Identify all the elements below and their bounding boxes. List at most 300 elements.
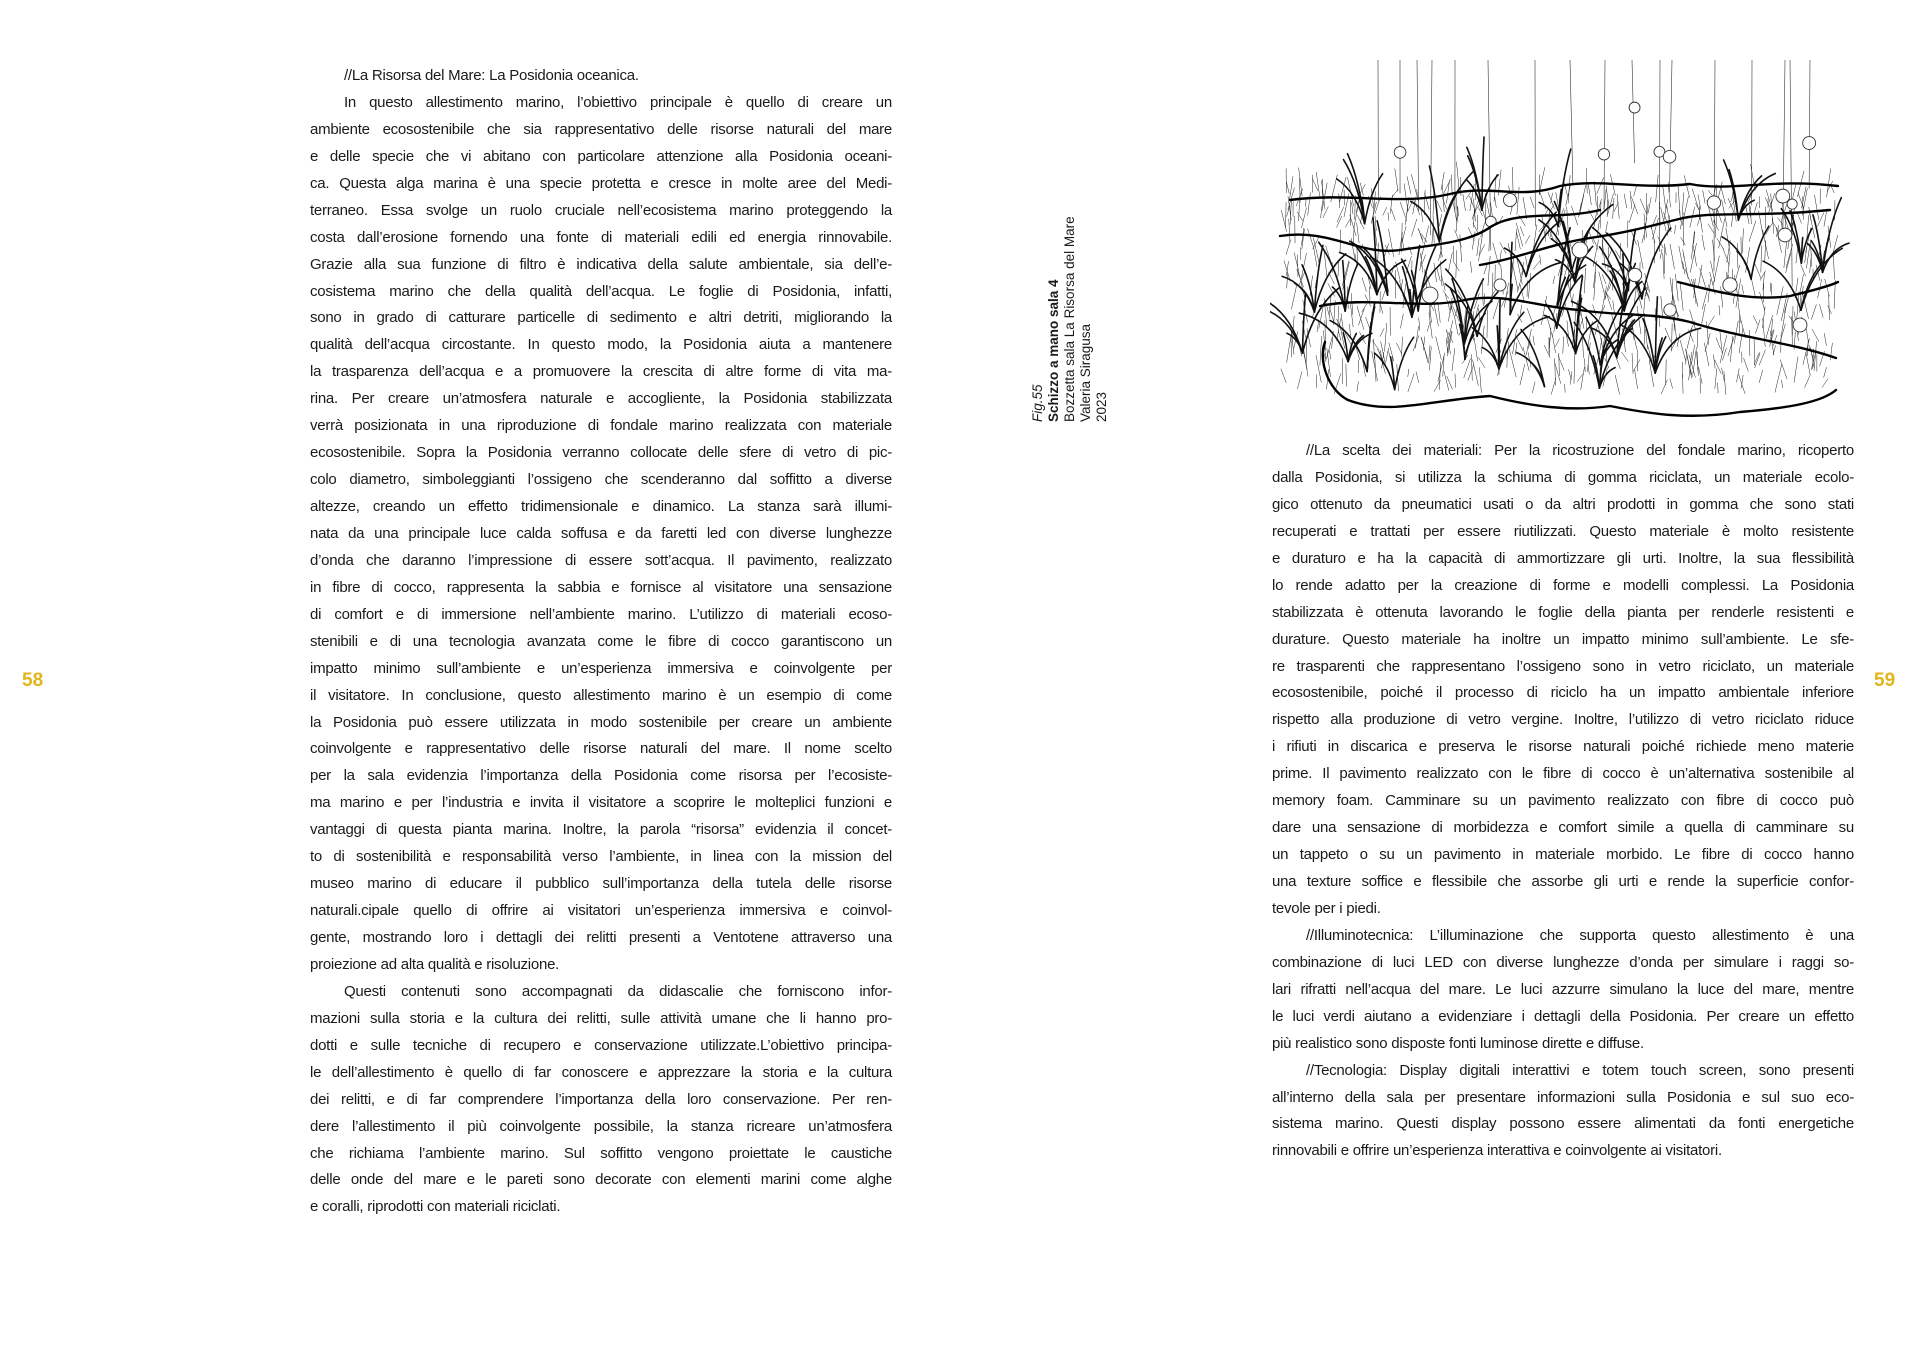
grass-hatch [1479, 244, 1485, 256]
grass-hatch [1827, 168, 1831, 197]
grass-hatch [1520, 226, 1524, 235]
grass-hatch [1803, 338, 1810, 364]
hanging-string [1417, 60, 1419, 211]
grass-hatch [1316, 172, 1319, 196]
posidonia-blade [1439, 172, 1472, 242]
text-line: mazioni sulla storia e la cultura dei relitti, sulle attività umane che li hanno pro- [310, 1009, 892, 1027]
grass-hatch [1323, 206, 1329, 218]
grass-hatch [1683, 249, 1684, 258]
grass-hatch [1438, 303, 1440, 323]
grass-hatch [1419, 229, 1424, 243]
text-line: cosistema marino che della qualità dell’acqua. Le foglie di Posidonia, infatti, [310, 282, 892, 300]
figure-year: 2023 [1094, 391, 1109, 422]
text-line: e delle specie che vi abitano con particolare attenzione alla Posidonia oceani- [310, 147, 892, 165]
grass-hatch [1290, 198, 1291, 224]
grass-hatch [1294, 252, 1299, 272]
grass-hatch [1606, 221, 1608, 233]
posidonia-blade [1599, 329, 1632, 388]
grass-hatch [1792, 183, 1796, 202]
grass-hatch [1755, 353, 1761, 368]
grass-hatch [1632, 353, 1633, 374]
grass-hatch [1567, 207, 1569, 234]
grass-hatch [1663, 199, 1668, 224]
grass-hatch [1599, 272, 1606, 299]
grass-hatch [1593, 305, 1596, 316]
grass-hatch [1338, 330, 1341, 340]
grass-hatch [1551, 378, 1556, 394]
grass-hatch [1681, 237, 1686, 245]
text-line: //Illuminotecnica: L’illuminazione che supporta questo allestimento è una [1306, 926, 1854, 944]
grass-hatch [1597, 178, 1604, 195]
glass-bubble-icon [1572, 242, 1588, 258]
grass-hatch [1329, 350, 1330, 360]
grass-hatch [1682, 374, 1683, 394]
grass-hatch [1574, 354, 1575, 383]
text-line: stabilizzata è ottenuta lavorando le foglie della pianta per renderle resistenti e [1272, 603, 1854, 621]
grass-hatch [1742, 285, 1744, 294]
grass-hatch [1468, 227, 1474, 240]
grass-hatch [1390, 195, 1392, 214]
grass-hatch [1530, 197, 1534, 209]
text-line: sistema marino. Questi display possono essere alimentati da fonti energetiche [1272, 1115, 1854, 1133]
grass-hatch [1594, 181, 1596, 205]
grass-hatch [1392, 189, 1399, 198]
grass-hatch [1797, 213, 1801, 223]
text-line: gico ottenuto da pneumatici usati o da altri prodotti in gomma che sono stati [1272, 495, 1854, 513]
grass-hatch [1553, 276, 1555, 284]
grass-hatch [1407, 176, 1411, 194]
grass-hatch [1549, 328, 1550, 348]
text-line: museo marino di educare il pubblico sull’importanza della tutela delle risorse [310, 875, 892, 893]
grass-hatch [1812, 329, 1819, 342]
grass-hatch [1411, 219, 1416, 236]
text-line: gente, mostrando loro i dettagli dei relitti presenti a Ventotene attraverso una [310, 929, 892, 946]
grass-hatch [1455, 374, 1456, 388]
posidonia-blade [1499, 300, 1500, 369]
glass-bubble-icon [1503, 193, 1516, 206]
text-line: colo diametro, simboleggianti l’ossigeno che scenderanno dal soffitto a diverse [310, 471, 892, 489]
text-line: lo rende adatto per la creazione di forme e modelli complessi. La Posidonia [1272, 576, 1854, 594]
grass-hatch [1699, 208, 1703, 232]
posidonia-sketch-icon [1270, 60, 1850, 420]
grass-hatch [1775, 364, 1782, 393]
grass-hatch [1786, 253, 1791, 273]
grass-hatch [1698, 265, 1702, 287]
grass-hatch [1455, 318, 1458, 334]
grass-hatch [1389, 229, 1394, 257]
text-line: impatto minimo sull’ambiente e un’esperienza immersiva e coinvolgente per [310, 659, 892, 677]
grass-hatch [1306, 198, 1307, 206]
hanging-string [1570, 60, 1573, 185]
grass-hatch [1579, 203, 1582, 217]
grass-hatch [1470, 261, 1471, 272]
paragraph [310, 90, 892, 979]
grass-hatch [1613, 198, 1614, 219]
text-line: di comfort e di immersione nell’ambiente marino. L’utilizzo di materiali ecoso- [310, 605, 892, 623]
grass-hatch [1678, 186, 1680, 214]
grass-hatch [1481, 326, 1484, 354]
grass-hatch [1777, 217, 1783, 225]
grass-hatch [1759, 350, 1765, 366]
grass-hatch [1773, 335, 1777, 346]
page-number-right: 59 [1874, 670, 1896, 691]
paragraph [1272, 438, 1854, 923]
grass-hatch [1692, 189, 1698, 210]
paragraph [1272, 923, 1854, 1058]
grass-hatch [1700, 378, 1701, 393]
grass-hatch [1424, 193, 1429, 210]
grass-hatch [1441, 238, 1442, 258]
grass-hatch [1588, 184, 1591, 205]
grass-hatch [1408, 369, 1409, 377]
grass-hatch [1648, 197, 1651, 213]
text-line: ecosostenibile, poiché il processo di riciclo ha un impatto ambientale inferiore [1272, 684, 1854, 702]
posidonia-blade [1411, 201, 1440, 241]
grass-hatch [1754, 262, 1761, 279]
grass-hatch [1675, 225, 1676, 234]
text-line: delle onde del mare e le pareti sono decorate con elementi marini come alghe [310, 1171, 892, 1189]
grass-hatch [1680, 281, 1683, 310]
grass-hatch [1606, 294, 1611, 310]
grass-hatch [1620, 243, 1621, 258]
grass-hatch [1464, 358, 1471, 378]
grass-hatch [1520, 364, 1525, 385]
posidonia-blade [1377, 221, 1387, 295]
text-line: durature. Questo materiale ha inoltre un impatto minimo sull’ambiente. Le sfe- [1272, 630, 1854, 648]
grass-hatch [1490, 202, 1492, 218]
grass-hatch [1308, 229, 1314, 248]
paragraph [310, 63, 892, 90]
grass-hatch [1372, 341, 1379, 350]
text-line: verrà posizionata in una riproduzione di fondale marino realizzata con materiale [310, 417, 892, 435]
text-line: la trasparenza dell’acqua e a promuovere la crescita di altre forme di vita ma- [310, 363, 892, 381]
grass-hatch [1525, 235, 1530, 243]
text-line: che richiama l’ambiente marino. Sul soffitto vengono proiettate le caustiche [310, 1144, 892, 1162]
grass-hatch [1635, 370, 1638, 389]
grass-hatch [1429, 345, 1430, 363]
grass-hatch [1339, 193, 1340, 208]
grass-hatch [1571, 206, 1577, 225]
grass-hatch [1766, 190, 1773, 212]
posidonia-blade [1737, 251, 1751, 279]
grass-hatch [1456, 162, 1459, 191]
grass-hatch [1690, 310, 1696, 331]
grass-hatch [1708, 316, 1715, 326]
grass-hatch [1565, 384, 1566, 392]
text-line: terraneo. Essa svolge un ruolo cruciale nell’ecosistema marino proteggendo la [310, 201, 892, 219]
grass-hatch [1723, 247, 1730, 266]
grass-hatch [1697, 217, 1700, 226]
grass-hatch [1291, 284, 1297, 310]
grass-hatch [1326, 338, 1332, 360]
glass-bubble-icon [1628, 268, 1641, 281]
posidonia-blade [1270, 299, 1302, 353]
grass-hatch [1286, 202, 1287, 227]
grass-hatch [1408, 374, 1414, 392]
grass-hatch [1665, 328, 1671, 342]
grass-hatch [1675, 274, 1678, 301]
grass-hatch [1721, 286, 1723, 307]
grass-hatch [1814, 195, 1818, 220]
grass-hatch [1563, 336, 1564, 353]
grass-hatch [1416, 372, 1419, 383]
glass-bubble-icon [1793, 318, 1807, 332]
grass-hatch [1606, 189, 1609, 208]
grass-hatch [1806, 352, 1810, 374]
grass-hatch [1602, 274, 1606, 284]
text-line: vantaggi di questa pianta marina. Inoltre, la parola “risorsa” evidenzia il concet- [310, 821, 892, 839]
text-line: lari rifratti nell’acqua del mare. Le luci azzurre simulano la luce del mare, mentre [1272, 980, 1854, 998]
text-line: ma marino e per l’industria e invita il visitatore a scoprire le molteplici funzioni e [310, 794, 892, 812]
text-line: sono in grado di catturare particelle di sedimento e altri detriti, migliorando la [310, 309, 892, 327]
text-line: to di sostenibilità e responsabilità verso l’ambiente, in linea con la mission del [310, 848, 892, 866]
grass-hatch [1301, 208, 1306, 229]
grass-hatch [1599, 338, 1602, 355]
text-line: un tappeto o su un pavimento in materiale morbido. Le fibre di cocco hanno [1272, 846, 1854, 864]
grass-hatch [1624, 194, 1627, 208]
grass-hatch [1383, 207, 1387, 215]
text-line: per la sala evidenzia l’importanza della Posidonia come risorsa per l’ecosiste- [310, 767, 892, 785]
page-number-left: 58 [22, 670, 44, 691]
grass-hatch [1437, 268, 1441, 281]
grass-hatch [1493, 300, 1499, 319]
glass-bubble-icon [1663, 150, 1676, 163]
grass-hatch [1463, 194, 1466, 211]
text-line: qualità dell’acqua circostante. In questo modo, la Posidonia aiuta a mantenere [310, 336, 892, 354]
text-line: dare una sensazione di morbidezza e comfort simile a quella di camminare su [1272, 819, 1854, 837]
grass-hatch [1444, 371, 1449, 390]
grass-hatch [1552, 333, 1556, 353]
grass-hatch [1439, 214, 1441, 226]
posidonia-blade [1314, 245, 1322, 312]
paragraph [1272, 1058, 1854, 1166]
grass-hatch [1754, 338, 1755, 366]
grass-hatch [1833, 256, 1834, 280]
text-line: In questo allestimento marino, l’obiettivo principale è quello di creare un [344, 93, 892, 111]
grass-hatch [1375, 216, 1376, 231]
grass-hatch [1386, 348, 1389, 362]
hanging-string [1714, 60, 1715, 271]
grass-hatch [1680, 340, 1686, 362]
text-line: tevole per i piedi. [1272, 899, 1381, 917]
grass-hatch [1396, 343, 1401, 354]
grass-hatch [1759, 370, 1763, 383]
grass-hatch [1477, 238, 1479, 256]
figure-description: Bozzetta sala La Risorsa del Mare [1062, 216, 1077, 422]
text-line: re trasparenti che rappresentano l’ossigeno sono in vetro riciclato, un materiale [1272, 657, 1854, 675]
grass-hatch [1338, 260, 1339, 277]
grass-hatch [1829, 294, 1830, 320]
text-line: //La Risorsa del Mare: La Posidonia oceanica. [344, 67, 639, 84]
grass-hatch [1447, 376, 1453, 390]
grass-hatch [1615, 375, 1619, 395]
grass-hatch [1702, 235, 1705, 250]
grass-hatch [1661, 296, 1663, 319]
grass-hatch [1760, 292, 1765, 310]
grass-hatch [1670, 244, 1674, 269]
text-line: ambiente ecosostenibile che sia rappresentativo delle risorse naturali del mare [310, 120, 892, 138]
grass-hatch [1404, 184, 1408, 211]
grass-hatch [1384, 323, 1386, 352]
grass-hatch [1811, 304, 1816, 319]
grass-hatch [1559, 353, 1560, 376]
grass-hatch [1682, 192, 1684, 214]
figure-label: Fig.55 [1030, 384, 1045, 422]
grass-hatch [1298, 200, 1299, 221]
grass-hatch [1640, 199, 1647, 214]
text-line: più realistico sono disposte fonti luminose dirette e diffuse. [1272, 1034, 1644, 1052]
grass-hatch [1479, 367, 1481, 392]
grass-hatch [1458, 207, 1459, 216]
grass-hatch [1499, 250, 1501, 265]
grass-hatch [1724, 371, 1726, 395]
text-line: nata da una principale luce calda soffusa e da faretti led con diverse lunghezze [310, 524, 892, 542]
grass-hatch [1473, 360, 1479, 386]
grass-hatch [1391, 209, 1395, 221]
text-line: e coralli, riprodotti con materiali riciclati. [310, 1198, 561, 1216]
text-line: la Posidonia può essere utilizzata in modo sostenibile per creare un ambiente [310, 713, 892, 731]
grass-hatch [1468, 364, 1474, 380]
grass-hatch [1784, 238, 1787, 268]
grass-hatch [1744, 358, 1749, 372]
text-line: dalla Posidonia, si utilizza la schiuma di gomma riciclata, un materiale ecolo- [1272, 468, 1854, 486]
grass-hatch [1287, 272, 1288, 288]
grass-hatch [1337, 207, 1344, 222]
grass-hatch [1564, 181, 1568, 198]
grass-hatch [1541, 296, 1546, 325]
grass-hatch [1631, 196, 1638, 214]
grass-hatch [1739, 374, 1745, 393]
grass-hatch [1572, 294, 1573, 307]
grass-hatch [1670, 379, 1673, 389]
grass-hatch [1444, 179, 1451, 193]
grass-hatch [1482, 280, 1483, 306]
grass-hatch [1814, 341, 1817, 371]
grass-hatch [1686, 356, 1687, 365]
text-line: all’interno della sala per presentare informazioni sulla Posidonia e sul suo eco- [1272, 1088, 1854, 1106]
grass-hatch [1452, 348, 1455, 371]
grass-hatch [1448, 252, 1452, 271]
grass-hatch [1809, 207, 1812, 221]
grass-hatch [1742, 228, 1743, 253]
grass-hatch [1289, 219, 1290, 243]
grass-hatch [1362, 278, 1366, 292]
grass-hatch [1495, 197, 1497, 208]
grass-hatch [1751, 279, 1755, 298]
grass-hatch [1346, 364, 1347, 387]
grass-hatch [1533, 261, 1540, 269]
grass-hatch [1722, 368, 1725, 381]
grass-hatch [1456, 250, 1457, 278]
grass-hatch [1487, 310, 1488, 338]
grass-hatch [1638, 240, 1644, 269]
grass-hatch [1427, 321, 1430, 332]
grass-hatch [1763, 318, 1766, 347]
grass-hatch [1807, 340, 1808, 355]
grass-hatch [1308, 193, 1311, 216]
grass-hatch [1586, 168, 1587, 193]
grass-hatch [1703, 190, 1705, 203]
grass-hatch [1421, 338, 1427, 363]
grass-hatch [1540, 255, 1541, 265]
text-line: ca. Questa alga marina è una specie protetta e cresce in molte aree del Medi- [310, 174, 892, 192]
posidonia-blade [1510, 242, 1512, 314]
posidonia-blade [1270, 308, 1302, 353]
glass-bubble-icon [1787, 199, 1797, 209]
grass-hatch [1297, 212, 1303, 221]
grass-hatch [1570, 371, 1572, 384]
grass-hatch [1652, 218, 1658, 239]
grass-hatch [1761, 246, 1762, 273]
grass-hatch [1411, 174, 1418, 201]
hanging-string [1430, 60, 1432, 235]
grass-hatch [1700, 268, 1706, 287]
text-line: costa dall’erosione fornendo una fonte di materiali edili ed energia rinnovabile. [310, 228, 892, 246]
text-line: Grazie alla sua funzione di filtro è indicativa della salute ambientale, sia dell’e- [310, 255, 892, 273]
grass-hatch [1381, 305, 1383, 314]
grass-hatch [1388, 213, 1389, 221]
grass-hatch [1443, 290, 1449, 298]
grass-hatch [1442, 197, 1447, 209]
grass-hatch [1779, 324, 1785, 345]
grass-hatch [1528, 273, 1530, 298]
grass-hatch [1419, 318, 1420, 331]
text-line: coinvolgente e rappresentativo delle risorse naturali del mare. Il nome scelto [310, 740, 892, 758]
grass-hatch [1749, 221, 1756, 242]
text-line: dei relitti, e di far comprendere l’importanza della loro conservazione. Per ren- [310, 1090, 892, 1108]
text-line: le dell’allestimento è quello di far conoscere e apprezzare la storia e la cultura [310, 1063, 892, 1081]
grass-hatch [1475, 203, 1480, 211]
left-page-body-text [310, 63, 892, 1221]
grass-hatch [1663, 253, 1664, 279]
text-line: altezze, creando un effetto tridimensionale e dinamico. La stanza sarà illumi- [310, 498, 892, 515]
text-line: Questi contenuti sono accompagnati da didascalie che forniscono infor- [344, 982, 892, 1000]
grass-hatch [1684, 175, 1689, 197]
glass-bubble-icon [1778, 228, 1792, 242]
grass-hatch [1533, 336, 1534, 345]
grass-hatch [1613, 301, 1615, 314]
grass-hatch [1402, 226, 1406, 242]
text-line: proiezione ad alta qualità e risoluzione. [310, 955, 560, 973]
grass-hatch [1312, 179, 1317, 191]
grass-hatch [1794, 357, 1798, 383]
grass-hatch [1281, 369, 1286, 383]
grass-hatch [1471, 354, 1472, 380]
grass-hatch [1753, 316, 1758, 325]
posidonia-blade [1751, 226, 1769, 279]
text-line: //La scelta dei materiali: Per la ricostruzione del fondale marino, ricoperto [1306, 442, 1854, 459]
grass-hatch [1734, 321, 1738, 344]
figure-title: Schizzo a mano sala 4 [1046, 279, 1061, 422]
grass-hatch [1713, 354, 1715, 368]
grass-hatch [1517, 337, 1523, 351]
glass-bubble-icon [1707, 196, 1720, 209]
hanging-string [1604, 60, 1605, 209]
grass-hatch [1722, 348, 1726, 361]
text-line: //Tecnologia: Display digitali interattivi e totem touch screen, sono presenti [1306, 1061, 1854, 1079]
grass-hatch [1433, 192, 1434, 215]
figure-caption [1030, 196, 1110, 422]
text-line: dotti e sulle tecniche di recupero e conservazione utilizzate.L’obiettivo principa- [310, 1036, 892, 1054]
posidonia-blade [1330, 320, 1367, 371]
grass-hatch [1357, 381, 1359, 391]
grass-hatch [1621, 352, 1628, 362]
grass-hatch [1374, 339, 1375, 359]
posidonia-blade [1724, 160, 1739, 220]
grass-hatch [1512, 262, 1518, 291]
grass-hatch [1805, 374, 1811, 387]
grass-hatch [1741, 375, 1743, 388]
